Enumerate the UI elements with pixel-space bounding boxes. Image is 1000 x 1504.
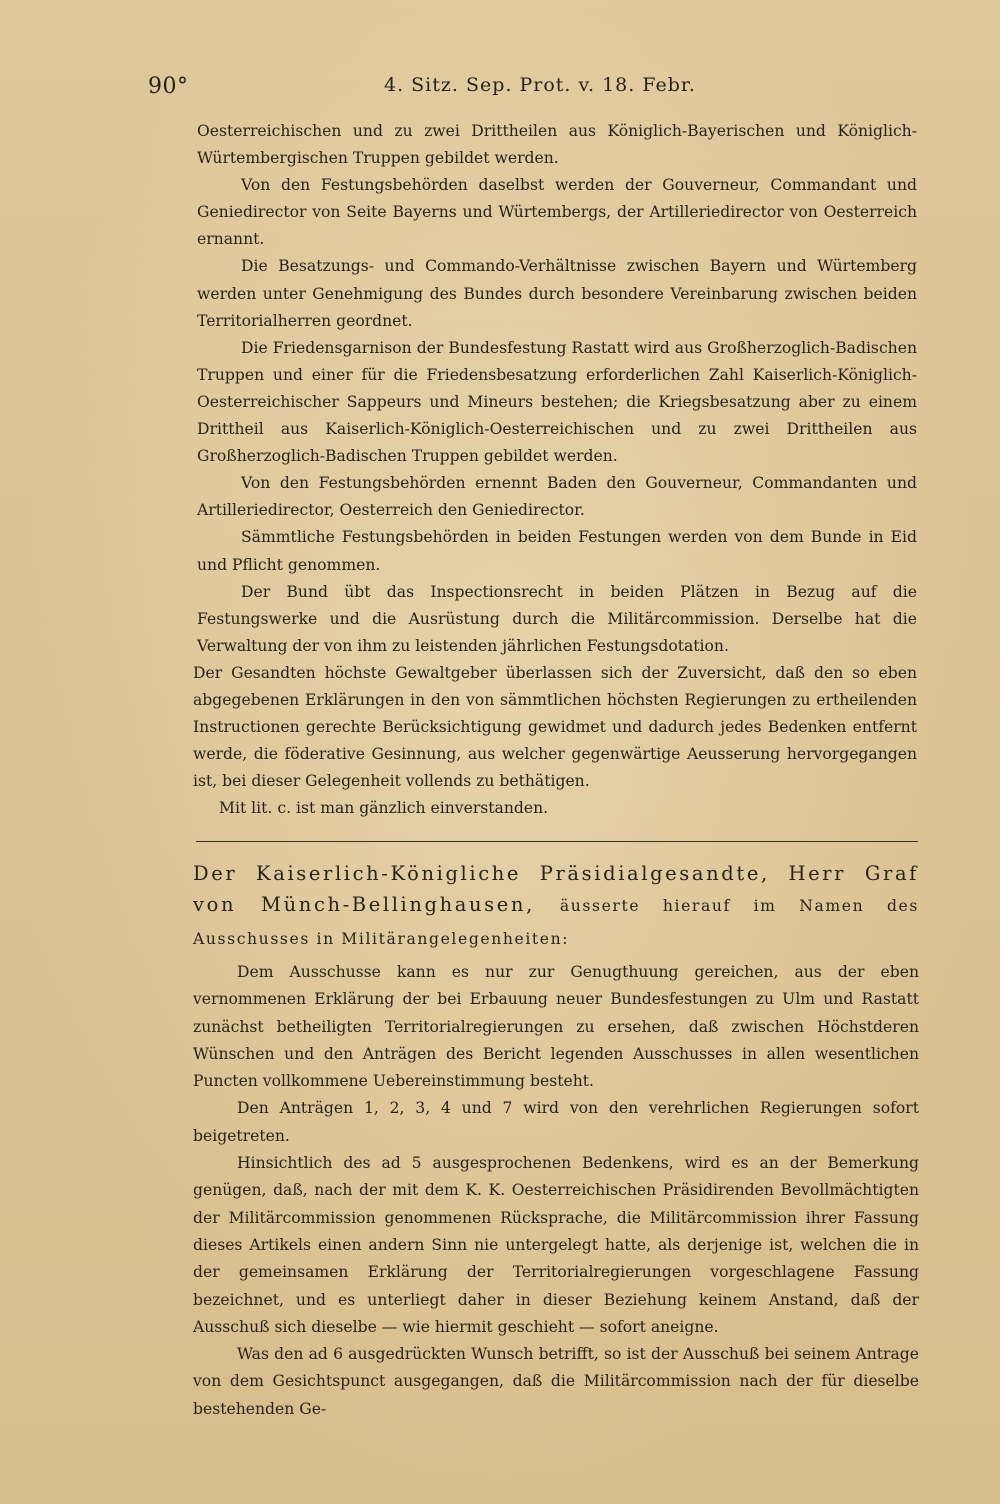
paragraph: Hinsichtlich des ad 5 ausgesprochenen Bedenkens, wird es an der Bemerkung genügen, daß, nach der mit dem K. K. Oesterreichischen Präsidirenden Bevollmächtigten der Militärcommission genommenen Rücksprache, die Militärcommission ihrer Fassung dieses Artikels einen andern Sinn nie untergelegt hatte, als derjenige ist, welchen die in der gemeinsamen Erklärung der Territorialregierungen vorgeschlagene Fassung bezeichnet, und es unterliegt daher in dieser Beziehung keinem Anstand, daß der Ausschuß sich dieselbe — wie hiermit geschieht — sofort aneigne. <box>193 1154 919 1336</box>
paragraph: Die Besatzungs- und Commando-Verhältnisse zwischen Bayern und Würtemberg werden unter Genehmigung des Bundes durch besondere Vereinbarung zwischen beiden Territorialherren geordnet. <box>197 257 917 330</box>
paragraph: Von den Festungsbehörden daselbst werden der Gouverneur, Commandant und Geniedirector von Seite Bayerns und Würtembergs, der Artilleriedirector von Oesterreich ernannt. <box>197 176 917 249</box>
paragraph: Mit lit. c. ist man gänzlich einverstanden. <box>219 799 549 818</box>
paragraph: Den Anträgen 1, 2, 3, 4 und 7 wird von den verehrlichen Regierungen sofort beigetreten. <box>193 1099 919 1145</box>
page-header <box>148 74 918 104</box>
running-head: 4. Sitz. Sep. Prot. v. 18. Febr. <box>384 74 696 96</box>
paragraph: Was den ad 6 ausgedrückten Wunsch betrifft, so ist der Ausschuß bei seinem Antrage von dem Gesichtspunct ausgegangen, daß die Militärcommission nach der für dieselbe bestehenden Ge- <box>193 1345 919 1418</box>
section-heading-main: Der Kaiserlich-Königliche Präsidialgesandte, Herr Graf von Münch-Bellinghausen, <box>193 862 919 916</box>
paragraph: Der Gesandten höchste Gewaltgeber überlassen sich der Zuversicht, daß den so eben abgegebenen Erklärungen in den von sämmtlichen höchsten Regierungen zu ertheilenden Instructionen gerechte Berücksichtigung gewidmet und dadurch jedes Bedenken entfernt werde, die föderative Gesinnung, aus welcher gegenwärtige Aeusserung hervorgegangen ist, bei dieser Gelegenheit vollends zu bethätigen. <box>193 663 917 791</box>
paragraph: Die Friedensgarnison der Bundesfestung Rastatt wird aus Großherzoglich-Badischen Truppen und einer für die Friedensbesatzung erforderlichen Zahl Kaiserlich-Königlich-Oesterreichischer Sappeurs und Mineurs bestehen; die Kriegsbesatzung aber zu einem Drittheil aus Kaiserlich-Königlich-Oesterreichischen und zu zwei Drittheilen aus Großherzoglich-Badischen Truppen gebildet werden. <box>197 338 917 466</box>
committee-statement <box>193 858 919 1423</box>
body-text <box>193 118 917 822</box>
section-heading <box>193 858 919 955</box>
paragraph: Der Bund übt das Inspectionsrecht in beiden Plätzen in Bezug auf die Festungswerke und die Ausrüstung durch die Militärcommission. Derselbe hat die Verwaltung der von ihm zu leistenden jährlichen Festungsdotation. <box>197 582 917 655</box>
paragraph: Oesterreichischen und zu zwei Drittheilen aus Königlich-Bayerischen und Königlich-Würtembergischen Truppen gebildet werden. <box>197 122 917 168</box>
page-number: 90° <box>148 74 189 99</box>
section-divider <box>196 841 918 842</box>
section-heading-continuation: äusserte hierauf im Namen des Ausschusses in Militärangelegenheiten: <box>193 897 919 948</box>
paragraph: Dem Ausschusse kann es nur zur Genugthuung gereichen, aus der eben vernommenen Erklärung der bei Erbauung neuer Bundesfestungen zu Ulm und Rastatt zunächst betheiligten Territorialregierungen zu ersehen, daß zwischen Höchstderen Wünschen und den Anträgen des Bericht legenden Ausschusses in allen wesentlichen Puncten vollkommene Uebereinstimmung besteht. <box>193 963 919 1091</box>
paragraph: Sämmtliche Festungsbehörden in beiden Festungen werden von dem Bunde in Eid und Pflicht genommen. <box>197 528 917 574</box>
paragraph: Von den Festungsbehörden ernennt Baden den Gouverneur, Commandanten und Artilleriedirector, Oesterreich den Geniedirector. <box>197 474 917 520</box>
